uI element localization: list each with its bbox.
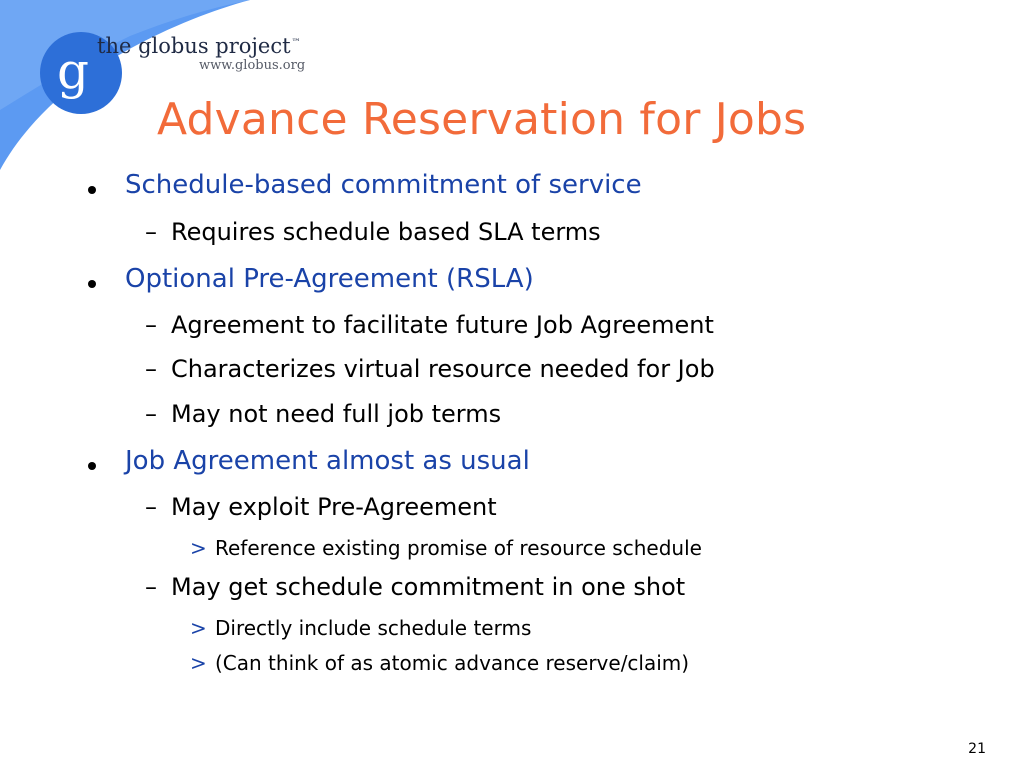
- bullet-dot-icon: [88, 462, 96, 470]
- sub-bullet-item: Agreement to facilitate future Job Agreement: [171, 311, 714, 339]
- dash-marker: –: [145, 573, 157, 601]
- dash-marker: –: [145, 311, 157, 339]
- bullet-item: Schedule-based commitment of service: [125, 170, 642, 200]
- bullet-item: Job Agreement almost as usual: [125, 446, 530, 476]
- dash-marker: –: [145, 218, 157, 246]
- dash-marker: –: [145, 355, 157, 383]
- gt-marker: >: [190, 536, 207, 560]
- gt-marker: >: [190, 651, 207, 675]
- bullet-item: Optional Pre-Agreement (RSLA): [125, 264, 534, 294]
- sub-bullet-item: May get schedule commitment in one shot: [171, 573, 686, 601]
- brand-url: www.globus.org: [199, 58, 306, 73]
- dash-marker: –: [145, 493, 157, 521]
- brand-name-text: the globus project: [97, 34, 291, 58]
- dash-marker: –: [145, 400, 157, 428]
- sub-bullet-item: Requires schedule based SLA terms: [171, 218, 601, 246]
- bullet-dot-icon: [88, 186, 96, 194]
- sub-sub-bullet-item: Directly include schedule terms: [215, 616, 532, 640]
- sub-sub-bullet-item: (Can think of as atomic advance reserve/claim): [215, 651, 690, 675]
- sub-bullet-item: May not need full job terms: [171, 400, 502, 428]
- page-number: 21: [968, 741, 986, 757]
- sub-bullet-item: May exploit Pre-Agreement: [171, 493, 497, 521]
- gt-marker: >: [190, 616, 207, 640]
- trademark-symbol: ™: [291, 38, 301, 48]
- sub-sub-bullet-item: Reference existing promise of resource schedule: [215, 536, 702, 560]
- logo-letter: g: [56, 42, 90, 100]
- sub-bullet-item: Characterizes virtual resource needed for Job: [171, 355, 715, 383]
- bullet-dot-icon: [88, 280, 96, 288]
- slide-title: Advance Reservation for Jobs: [157, 94, 807, 145]
